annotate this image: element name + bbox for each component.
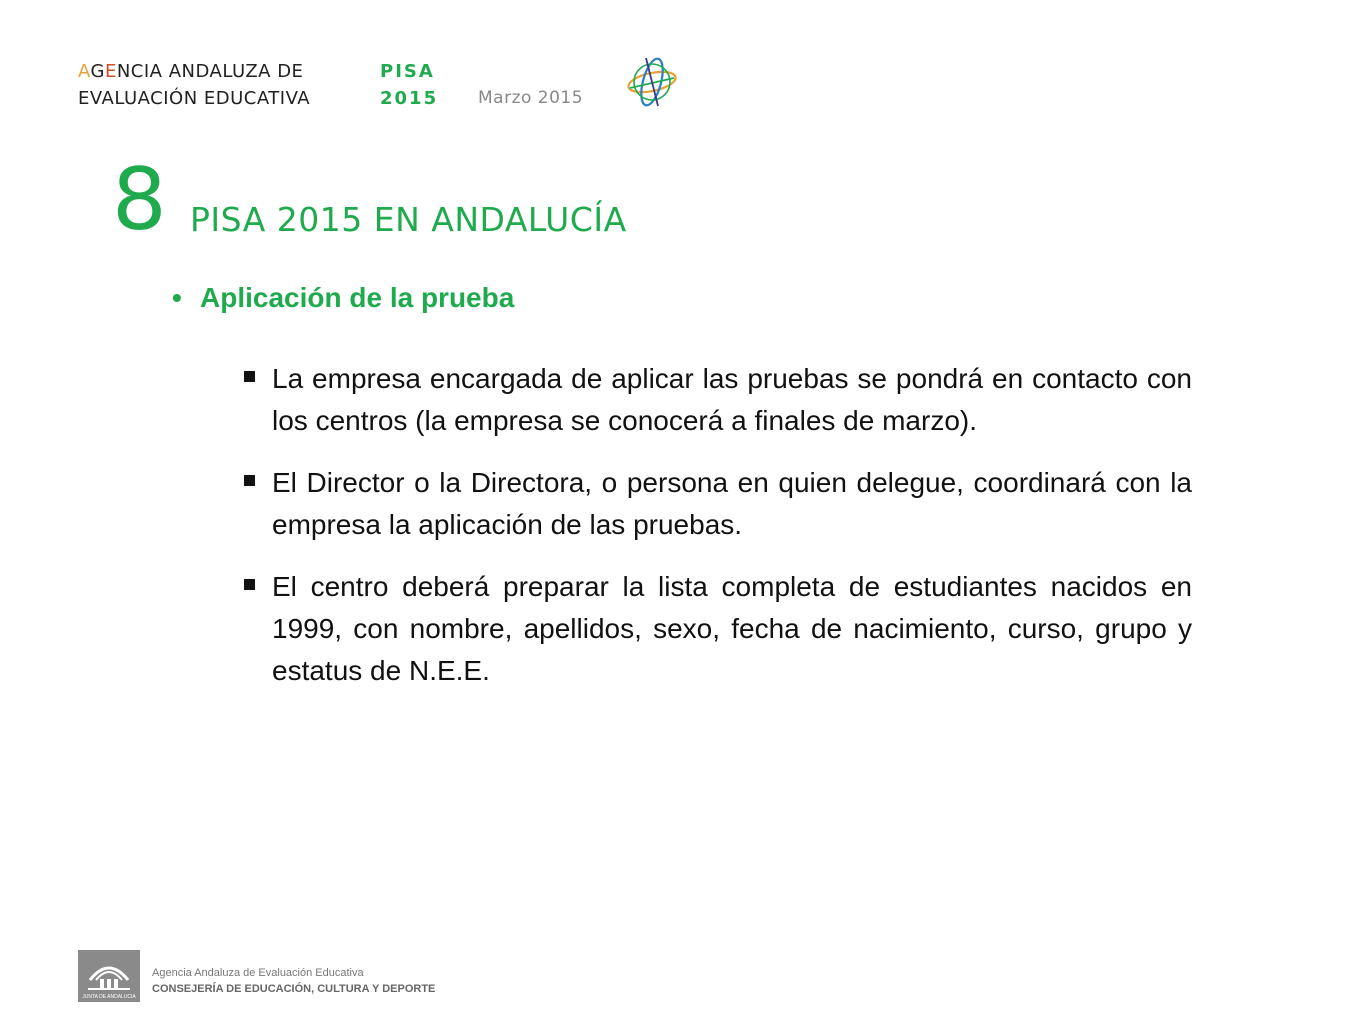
agency-name bbox=[78, 58, 310, 112]
header-date: Marzo 2015 bbox=[478, 88, 584, 108]
agency-name-line1 bbox=[78, 58, 310, 85]
footer-agency: Agencia Andaluza de Evaluación Educativa bbox=[152, 967, 364, 979]
list-item-text: El Director o la Directora, o persona en quien delegue, coordinará con la empresa la aplicación de las pruebas. bbox=[272, 467, 1192, 540]
pisa-word: PISA bbox=[380, 61, 435, 82]
junta-logo-caption: JUNTA DE ANDALUCIA bbox=[82, 994, 136, 1000]
section-title: PISA 2015 EN ANDALUCÍA bbox=[190, 200, 627, 239]
subtitle-text: Aplicación de la prueba bbox=[200, 282, 515, 313]
agency-line1-rest: NCIA ANDALUZA DE bbox=[116, 61, 304, 82]
globe-icon bbox=[624, 54, 680, 110]
list-item bbox=[244, 462, 1192, 546]
agency-letter-a: A bbox=[78, 61, 91, 82]
subtitle bbox=[172, 278, 514, 318]
square-bullet-icon bbox=[244, 579, 255, 590]
list-item-text: El centro deberá preparar la lista completa de estudiantes nacidos en 1999, con nombre, apellidos, sexo, fecha de nacimiento, curso, grupo y estatus de N.E.E. bbox=[272, 571, 1192, 686]
pisa-label bbox=[380, 58, 438, 112]
section-number: 8 bbox=[112, 150, 167, 250]
agency-letter-e: E bbox=[104, 61, 117, 82]
agency-letter-g: G bbox=[90, 61, 105, 82]
footer-consejeria: CONSEJERÍA DE EDUCACIÓN, CULTURA Y DEPORTE bbox=[152, 983, 436, 995]
bullet-list bbox=[244, 358, 1192, 712]
junta-andalucia-logo bbox=[78, 950, 140, 1002]
pisa-year: 2015 bbox=[380, 88, 439, 109]
agency-name-line2: EVALUACIÓN EDUCATIVA bbox=[78, 88, 311, 109]
square-bullet-icon bbox=[244, 475, 255, 486]
square-bullet-icon bbox=[244, 371, 255, 382]
subtitle-bullet: • bbox=[172, 282, 182, 313]
list-item bbox=[244, 566, 1192, 692]
list-item-text: La empresa encargada de aplicar las pruebas se pondrá en contacto con los centros (la empresa se conocerá a finales de marzo). bbox=[272, 363, 1192, 436]
list-item bbox=[244, 358, 1192, 442]
